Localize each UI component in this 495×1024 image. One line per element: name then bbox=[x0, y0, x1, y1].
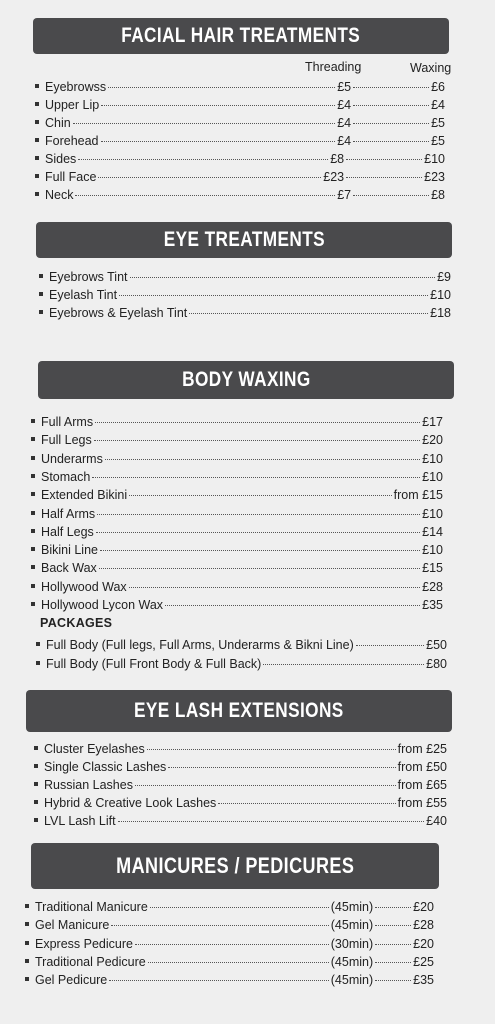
threading-price: £4 bbox=[337, 98, 352, 112]
list-item bbox=[25, 898, 434, 916]
item-name: Eyebrowss bbox=[45, 80, 107, 94]
item-name: Upper Lip bbox=[45, 98, 100, 112]
manicures-pedicures-title: MANICURES / PEDICURES bbox=[31, 843, 439, 889]
item-name: Gel Pedicure bbox=[35, 973, 108, 988]
dot-leader bbox=[147, 749, 396, 750]
dot-leader bbox=[109, 980, 329, 981]
bullet-icon bbox=[35, 138, 39, 142]
waxing-price: £23 bbox=[424, 170, 445, 184]
dot-leader bbox=[111, 925, 328, 926]
list-item bbox=[35, 132, 445, 150]
list-item bbox=[25, 953, 434, 971]
item-price: £20 bbox=[413, 900, 434, 914]
item-price: £10 bbox=[422, 469, 443, 484]
list-item bbox=[34, 794, 447, 812]
threading-price: £4 bbox=[337, 116, 352, 130]
eye-treatments-title: EYE TREATMENTS bbox=[36, 222, 452, 258]
dot-leader bbox=[96, 532, 420, 533]
item-name: Hollywood Wax bbox=[41, 579, 127, 594]
list-item bbox=[31, 468, 443, 486]
item-name: Eyebrows & Eyelash Tint bbox=[49, 306, 188, 320]
item-price: £10 bbox=[430, 288, 451, 302]
eye-lash-extensions-title: EYE LASH EXTENSIONS bbox=[26, 690, 452, 732]
item-name: Half Arms bbox=[41, 506, 96, 521]
dot-leader bbox=[353, 195, 429, 196]
dot-leader bbox=[189, 313, 428, 314]
list-item bbox=[25, 935, 434, 953]
item-duration: (30min) bbox=[330, 936, 374, 951]
list-item bbox=[35, 186, 445, 204]
bullet-icon bbox=[25, 977, 29, 981]
bullet-icon bbox=[35, 102, 39, 106]
item-price: £20 bbox=[422, 433, 443, 448]
dot-leader bbox=[73, 123, 335, 124]
list-item bbox=[31, 523, 443, 541]
dot-leader bbox=[75, 195, 335, 196]
item-price: £35 bbox=[413, 973, 434, 988]
bullet-icon bbox=[39, 292, 43, 296]
bullet-icon bbox=[25, 922, 29, 926]
dot-leader bbox=[94, 440, 420, 441]
item-duration: (45min) bbox=[330, 900, 374, 914]
item-name: Stomach bbox=[41, 469, 91, 484]
item-price: from £15 bbox=[393, 488, 443, 503]
item-name: Forehead bbox=[45, 134, 99, 148]
dot-leader bbox=[353, 141, 429, 142]
dot-leader bbox=[168, 767, 395, 768]
dot-leader bbox=[375, 962, 411, 963]
list-item bbox=[39, 286, 451, 304]
threading-price: £5 bbox=[337, 80, 352, 94]
bullet-icon bbox=[31, 419, 35, 423]
threading-price: £8 bbox=[330, 152, 345, 166]
item-duration: (45min) bbox=[330, 954, 374, 969]
item-price: £10 bbox=[422, 506, 443, 521]
dot-leader bbox=[108, 87, 335, 88]
dot-leader bbox=[105, 459, 420, 460]
item-name: Express Pedicure bbox=[35, 936, 133, 951]
bullet-icon bbox=[35, 120, 39, 124]
item-name: Hybrid & Creative Look Lashes bbox=[44, 796, 217, 810]
item-price: £28 bbox=[413, 918, 434, 933]
item-price: from £55 bbox=[397, 796, 447, 810]
item-name: Back Wax bbox=[41, 561, 97, 576]
list-item bbox=[35, 168, 445, 186]
item-price: £25 bbox=[413, 954, 434, 969]
bullet-icon bbox=[31, 456, 35, 460]
bullet-icon bbox=[31, 547, 35, 551]
dot-leader bbox=[353, 123, 429, 124]
waxing-price: £10 bbox=[424, 152, 445, 166]
threading-price: £4 bbox=[337, 134, 352, 148]
dot-leader bbox=[375, 907, 411, 908]
item-name: Neck bbox=[45, 188, 74, 202]
item-price: £40 bbox=[426, 814, 447, 828]
list-item bbox=[31, 541, 443, 559]
dot-leader bbox=[150, 907, 329, 908]
item-name: Full Arms bbox=[41, 415, 94, 429]
facial-hair-title: FACIAL HAIR TREATMENTS bbox=[33, 18, 449, 54]
item-name: Eyebrows Tint bbox=[49, 270, 128, 284]
list-item bbox=[35, 78, 445, 96]
bullet-icon bbox=[31, 602, 35, 606]
dot-leader bbox=[118, 821, 425, 822]
body-waxing-title: BODY WAXING bbox=[38, 361, 454, 399]
bullet-icon bbox=[31, 584, 35, 588]
item-price: £15 bbox=[422, 561, 443, 576]
item-price: £9 bbox=[437, 270, 451, 284]
item-price: £35 bbox=[422, 598, 443, 612]
item-name: Eyelash Tint bbox=[49, 288, 118, 302]
bullet-icon bbox=[34, 764, 38, 768]
list-item bbox=[39, 304, 451, 322]
bullet-icon bbox=[39, 310, 43, 314]
waxing-price: £5 bbox=[431, 116, 445, 130]
item-name: Bikini Line bbox=[41, 543, 98, 558]
list-item bbox=[25, 971, 434, 989]
item-price: from £65 bbox=[397, 778, 447, 792]
bullet-icon bbox=[31, 565, 35, 569]
bullet-icon bbox=[25, 904, 29, 908]
list-item bbox=[31, 431, 443, 449]
waxing-column-header: Waxing bbox=[410, 61, 452, 75]
dot-leader bbox=[148, 962, 329, 963]
dot-leader bbox=[101, 141, 336, 142]
list-item bbox=[31, 505, 443, 523]
dot-leader bbox=[78, 159, 328, 160]
dot-leader bbox=[346, 177, 422, 178]
dot-leader bbox=[98, 177, 321, 178]
item-price: £18 bbox=[430, 306, 451, 320]
bullet-icon bbox=[35, 192, 39, 196]
dot-leader bbox=[119, 295, 428, 296]
dot-leader bbox=[165, 605, 420, 606]
item-name: LVL Lash Lift bbox=[44, 814, 116, 828]
threading-price: £7 bbox=[337, 188, 352, 202]
item-price: £17 bbox=[422, 415, 443, 429]
item-name: Full Legs bbox=[41, 433, 92, 448]
dot-leader bbox=[346, 159, 422, 160]
bullet-icon bbox=[35, 174, 39, 178]
item-price: £20 bbox=[413, 936, 434, 951]
item-price: £14 bbox=[422, 524, 443, 539]
threading-price: £23 bbox=[323, 170, 345, 184]
bullet-icon bbox=[36, 642, 40, 646]
threading-column-header: Threading bbox=[305, 60, 362, 74]
item-price: £28 bbox=[422, 579, 443, 594]
item-name: Chin bbox=[45, 116, 71, 130]
item-duration: (45min) bbox=[330, 973, 374, 988]
item-name: Half Legs bbox=[41, 524, 94, 539]
list-item bbox=[31, 559, 443, 577]
list-item bbox=[35, 96, 445, 114]
item-name: Full Body (Full legs, Full Arms, Underarms & Bikni Line) bbox=[46, 638, 354, 652]
item-name: Single Classic Lashes bbox=[44, 760, 167, 774]
bullet-icon bbox=[35, 84, 39, 88]
dot-leader bbox=[135, 944, 329, 945]
item-price: £80 bbox=[426, 656, 447, 671]
item-price: from £50 bbox=[397, 760, 447, 774]
dot-leader bbox=[375, 980, 411, 981]
bullet-icon bbox=[31, 492, 35, 496]
item-name: Traditional Manicure bbox=[35, 900, 148, 914]
list-item bbox=[31, 596, 443, 614]
item-name: Hollywood Lycon Wax bbox=[41, 598, 164, 612]
dot-leader bbox=[356, 645, 424, 646]
dot-leader bbox=[218, 803, 395, 804]
dot-leader bbox=[375, 925, 411, 926]
list-item bbox=[34, 812, 447, 830]
dot-leader bbox=[99, 568, 420, 569]
dot-leader bbox=[353, 105, 429, 106]
bullet-icon bbox=[25, 959, 29, 963]
item-name: Russian Lashes bbox=[44, 778, 133, 792]
bullet-icon bbox=[34, 782, 38, 786]
list-item bbox=[31, 486, 443, 504]
bullet-icon bbox=[31, 437, 35, 441]
bullet-icon bbox=[36, 661, 40, 665]
item-name: Traditional Pedicure bbox=[35, 954, 146, 969]
list-item bbox=[25, 916, 434, 934]
list-item bbox=[34, 740, 447, 758]
waxing-price: £6 bbox=[431, 80, 445, 94]
packages-label: PACKAGES bbox=[40, 616, 113, 630]
dot-leader bbox=[95, 422, 420, 423]
list-item bbox=[31, 450, 443, 468]
dot-leader bbox=[97, 514, 420, 515]
list-item bbox=[39, 268, 451, 286]
item-name: Cluster Eyelashes bbox=[44, 742, 145, 756]
bullet-icon bbox=[31, 474, 35, 478]
bullet-icon bbox=[34, 800, 38, 804]
waxing-price: £8 bbox=[431, 188, 445, 202]
list-item bbox=[35, 150, 445, 168]
bullet-icon bbox=[35, 156, 39, 160]
item-price: £50 bbox=[426, 638, 447, 652]
bullet-icon bbox=[34, 746, 38, 750]
bullet-icon bbox=[34, 818, 38, 822]
item-name: Underarms bbox=[41, 451, 103, 466]
dot-leader bbox=[129, 495, 391, 496]
item-name: Full Face bbox=[45, 170, 97, 184]
item-price: £10 bbox=[422, 451, 443, 466]
list-item bbox=[36, 655, 447, 673]
dot-leader bbox=[101, 105, 335, 106]
bullet-icon bbox=[39, 274, 43, 278]
item-name: Extended Bikini bbox=[41, 488, 128, 503]
bullet-icon bbox=[31, 511, 35, 515]
dot-leader bbox=[100, 550, 420, 551]
dot-leader bbox=[135, 785, 396, 786]
dot-leader bbox=[353, 87, 429, 88]
dot-leader bbox=[92, 477, 420, 478]
dot-leader bbox=[129, 587, 420, 588]
item-price: from £25 bbox=[397, 742, 447, 756]
list-item bbox=[36, 636, 447, 654]
item-name: Sides bbox=[45, 152, 77, 166]
item-name: Gel Manicure bbox=[35, 918, 110, 933]
dot-leader bbox=[130, 277, 436, 278]
bullet-icon bbox=[31, 529, 35, 533]
list-item bbox=[31, 578, 443, 596]
list-item bbox=[35, 114, 445, 132]
waxing-price: £4 bbox=[431, 98, 445, 112]
item-price: £10 bbox=[422, 543, 443, 558]
list-item bbox=[34, 758, 447, 776]
bullet-icon bbox=[25, 941, 29, 945]
list-item bbox=[31, 413, 443, 431]
list-item bbox=[34, 776, 447, 794]
waxing-price: £5 bbox=[431, 134, 445, 148]
dot-leader bbox=[263, 664, 424, 665]
item-name: Full Body (Full Front Body & Full Back) bbox=[46, 656, 262, 671]
dot-leader bbox=[375, 944, 411, 945]
item-duration: (45min) bbox=[330, 918, 374, 933]
